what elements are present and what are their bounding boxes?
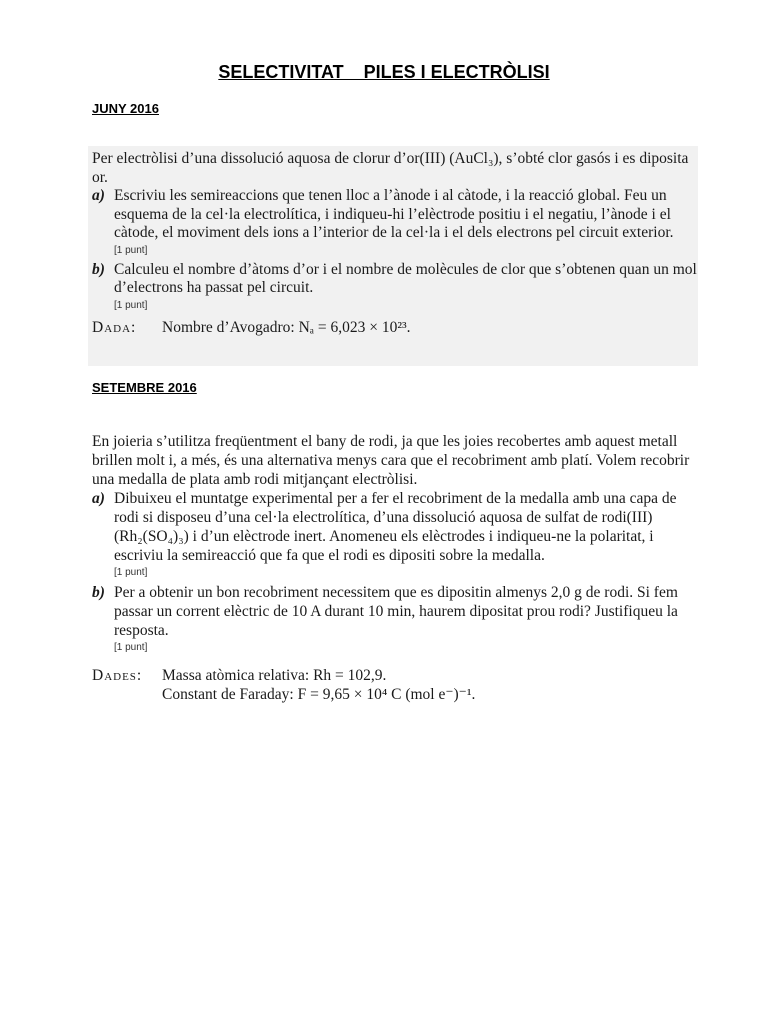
points-label: [1 punt] (114, 642, 148, 653)
question-intro: En joieria s’utilitza freqüentment el bany de rodi, ja que les joies recobertes amb aquest metall brillen molt i, a més, és una alternativa menys cara que el recobriment amb platí. Volem recobrir una medalla de plata amb rodi mitjançant electròlisi. (92, 433, 690, 488)
data-key: Dades: (92, 667, 143, 684)
points-label: [1 punt] (114, 299, 148, 311)
part-letter: a) (92, 187, 105, 204)
part-letter: b) (92, 260, 105, 278)
part-text: Escriviu les semireaccions que tenen lloc a l’ànode i al càtode, i la reacció global. Feu un esquema de la cel·la electrolítica, i indiqueu-hi l’elèctrode positiu i el negatiu, l’ànode i el càtode, el moviment dels ions a l’interior de la cel·la i el dels electrons pel circuit exterior. (114, 187, 674, 241)
data-key: Dada: (92, 318, 137, 336)
exam-question-juny-2016 (88, 146, 698, 366)
question-part-a (88, 489, 698, 565)
part-text: Dibuixeu el muntatge experimental per a fer el recobriment de la medalla amb una capa de rodi si disposeu d’una cel·la electrolítica, d’una dissolució aquosa de sulfat de rodi(III) (Rh₂(SO₄)₃) i d’un elèctrode inert. Anomeneu els elèctrodes i indiqueu-ne la polaritat, i escriviu la semireacció que fa que el rodi es dipositi sobre la medalla. (114, 490, 677, 564)
question-part-a (88, 187, 698, 243)
data-value: Massa atòmica relativa: Rh = 102,9. (162, 667, 387, 684)
exam-question-setembre-2016 (88, 432, 698, 712)
section-label-juny-2016: JUNY 2016 (92, 101, 159, 116)
data-value: Constant de Faraday: F = 9,65 × 10⁴ C (mol e⁻)⁻¹. (162, 685, 476, 703)
part-letter: a) (92, 490, 105, 507)
question-part-b (88, 261, 698, 298)
part-text: Per a obtenir un bon recobriment necessitem que es dipositin almenys 2,0 g de rodi. Si fem passar un corrent elèctric de 10 A durant 10 min, haurem dipositat prou rodi? Justifiqueu la resposta. (114, 584, 678, 639)
points-label: [1 punt] (114, 567, 148, 578)
given-data (92, 667, 698, 704)
question-intro: Per electròlisi d’una dissolució aquosa de clorur d’or(III) (AuCl₃), s’obté clor gasós i es diposita or. (92, 150, 689, 186)
section-label-setembre-2016: SETEMBRE 2016 (92, 380, 197, 395)
part-text: Calculeu el nombre d’àtoms d’or i el nombre de molècules de clor que s’obtenen quan un mol d’electrons ha passat pel circuit. (114, 260, 697, 296)
question-part-b (88, 583, 698, 640)
points-label: [1 punt] (114, 244, 148, 256)
data-value: Nombre d’Avogadro: Nₐ = 6,023 × 10²³. (162, 318, 411, 336)
page-title: SELECTIVITAT PILES I ELECTRÒLISI (218, 62, 550, 82)
part-letter: b) (92, 584, 105, 601)
given-data (92, 319, 698, 338)
